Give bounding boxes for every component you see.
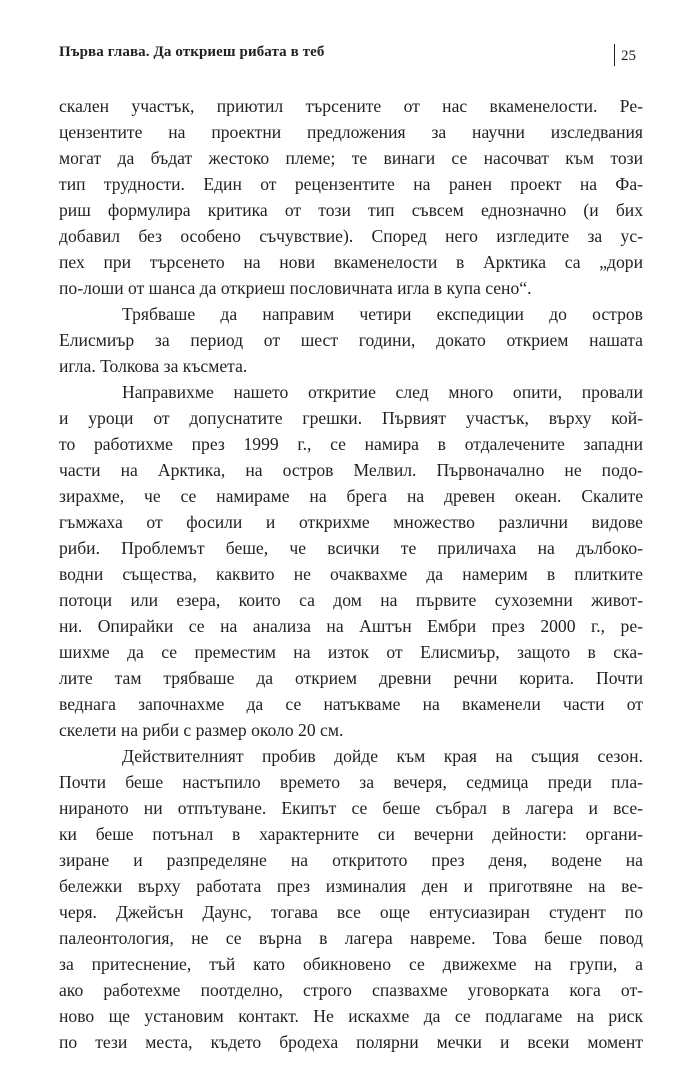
text-line: ново ще установим контакт. Не искахме да се подлагаме на риск [59,1006,643,1026]
text-line: нираното ни отпътуване. Екипът се беше събрал в лагера и все- [59,798,643,818]
running-head-title: Първа глава. Да откриеш рибата в теб [59,44,325,60]
text-line: добавил без особено съчувствие). Според него изгледите за ус- [59,226,643,246]
body-text [59,93,643,1055]
text-line: то работихме през 1999 г., се намира в отдалечените западни [59,434,643,454]
text-line: водни същества, каквито не очаквахме да намерим в плитките [59,564,643,584]
text-line: бележки върху работата през изминалия ден и приготвяне на ве- [59,876,643,896]
text-line: шихме да се преместим на изток от Елисмиър, защото в ска- [59,642,643,662]
text-line: риби. Проблемът беше, че всички те приличаха на дълбоко- [59,538,643,558]
text-line: за притеснение, тъй като обикновено се движехме на групи, а [59,954,643,974]
text-line: черя. Джейсън Даунс, тогава все още ентусиазиран студент по [59,902,643,922]
page-number: 25 [621,48,636,64]
text-line: и уроци от допуснатите грешки. Първият участък, върху кой- [59,408,643,428]
text-line: по тези места, където бродеха полярни мечки и всеки момент [59,1032,643,1052]
text-line: тип трудности. Един от рецензентите на ранен проект на Фа- [59,174,643,194]
header-divider [614,44,615,66]
text-line: по-лоши от шанса да откриеш пословичната игла в купа сено“. [59,278,532,298]
text-line: веднага започнахме да се натъкваме на вкаменели части от [59,694,643,714]
text-line: зиране и разпределяне на откритото през деня, водене на [59,850,643,870]
text-line: Действителният пробив дойде към края на същия сезон. [122,746,643,766]
text-line: ки беше потънал в характерните си вечерни дейности: органи- [59,824,643,844]
text-line: риш формулира критика от този тип съвсем еднозначно (и бих [59,200,643,220]
text-line: Почти беше настъпило времето за вечеря, седмица преди пла- [59,772,643,792]
text-line: лите там трябваше да открием древни речни корита. Почти [59,668,643,688]
text-line: гъмжаха от фосили и открихме множество различни видове [59,512,643,532]
text-line: пех при търсенето на нови вкаменелости в Арктика са „дори [59,252,643,272]
text-line: потоци или езера, които са дом на първите сухоземни живот- [59,590,643,610]
text-line: зирахме, че се намираме на брега на древен океан. Скалите [59,486,643,506]
text-line: ни. Опирайки се на анализа на Аштън Ембри през 2000 г., ре- [59,616,643,636]
text-line: ако работехме поотделно, строго спазвахме уговорката кога от- [59,980,643,1000]
text-line: могат да бъдат жестоко племе; те винаги се насочват към този [59,148,643,168]
text-line: Направихме нашето откритие след много опити, провали [122,382,643,402]
text-line: части на Арктика, на остров Мелвил. Първоначално не подо- [59,460,643,480]
text-line: игла. Толкова за късмета. [59,356,248,376]
text-line: Трябваше да направим четири експедиции до остров [122,304,643,324]
text-line: палеонтология, не се върна в лагера навреме. Това беше повод [59,928,643,948]
text-line: Елисмиър за период от шест години, докато открием нашата [59,330,643,350]
text-line: скелети на риби с размер около 20 см. [59,720,344,740]
text-line: скален участък, приютил търсените от нас вкаменелости. Ре- [59,96,643,116]
text-line: цензентите на проектни предложения за научни изследвания [59,122,643,142]
